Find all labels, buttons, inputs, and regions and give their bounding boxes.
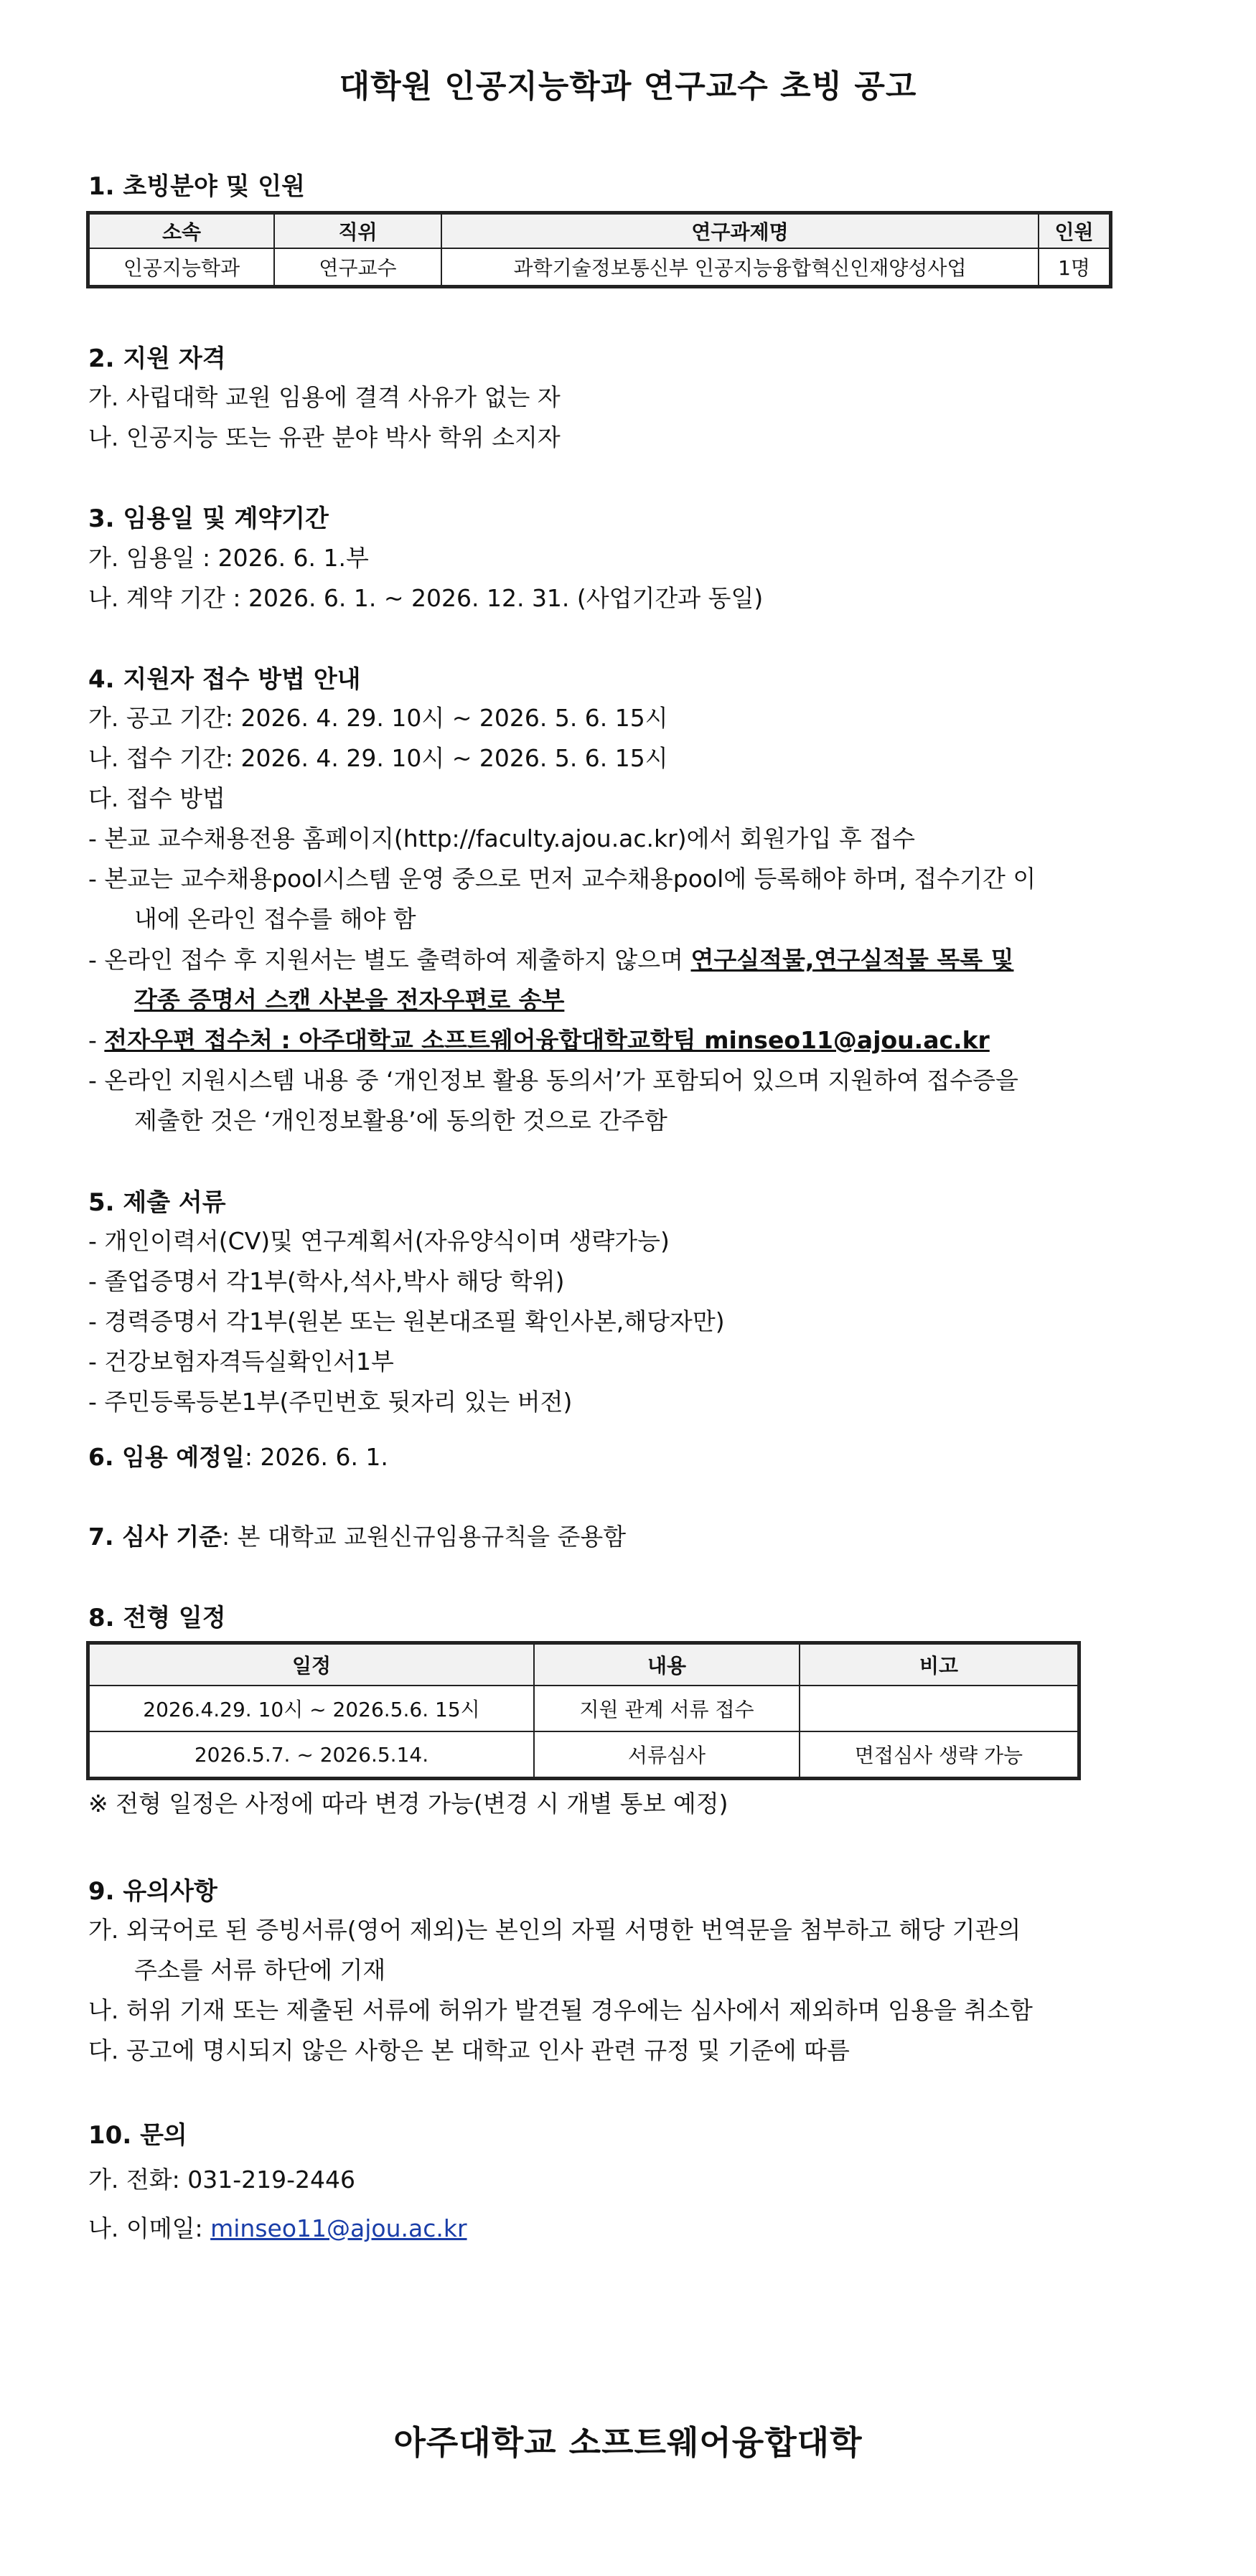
appointment-date	[88, 1439, 388, 1472]
review-criteria-label: 7. 심사 기준	[88, 1523, 222, 1551]
application-offline-note	[88, 941, 1013, 975]
section-2-heading: 2. 지원 자격	[88, 344, 226, 373]
contact-email-link[interactable]: minseo11@ajou.ac.kr	[210, 2214, 467, 2242]
offline-prefix: - 온라인 접수 후 지원서는 별도 출력하여 제출하지 않으며	[88, 946, 691, 974]
appointment-date-value: : 2026. 6. 1.	[244, 1443, 388, 1471]
qualification-item: 나. 인공지능 또는 유관 분야 박사 학위 소지자	[88, 423, 561, 451]
table-header: 연구과제명	[441, 214, 1039, 248]
table-header: 직위	[274, 214, 441, 248]
document-item: - 건강보험자격득실확인서1부	[88, 1348, 394, 1376]
section-10-heading: 10. 문의	[88, 2121, 187, 2150]
table-header: 비고	[800, 1644, 1078, 1686]
contact-email	[88, 2210, 467, 2244]
review-criteria-value: : 본 대학교 교원신규임용규칙을 준용함	[222, 1523, 627, 1551]
table-cell: 1명	[1039, 248, 1110, 286]
appointment-date-label: 6. 임용 예정일	[88, 1443, 245, 1471]
table-cell: 인공지능학과	[89, 248, 274, 286]
section-1-heading: 1. 초빙분야 및 인원	[88, 172, 305, 201]
application-item: 내에 온라인 접수를 해야 함	[134, 905, 416, 933]
section-3-heading: 3. 임용일 및 계약기간	[88, 504, 329, 533]
application-item: 가. 공고 기간: 2026. 4. 29. 10시 ~ 2026. 5. 6. 15시	[88, 704, 668, 732]
application-item: - 본교 교수채용전용 홈페이지(http://faculty.ajou.ac.kr)에서 회원가입 후 접수	[88, 824, 915, 852]
section-5-heading: 5. 제출 서류	[88, 1188, 226, 1217]
contact-email-label: 나. 이메일:	[88, 2214, 211, 2242]
notice-item: 나. 허위 기재 또는 제출된 서류에 허위가 발견될 경우에는 심사에서 제외하며 임용을 취소함	[88, 1996, 1033, 2024]
offline-bold: 연구실적물,연구실적물 목록 및	[690, 946, 1014, 974]
table-header: 내용	[534, 1644, 800, 1686]
qualification-item: 가. 사립대학 교원 임용에 결격 사유가 없는 자	[88, 383, 561, 411]
table-header: 일정	[89, 1644, 534, 1686]
offline-bold-2: 각종 증명서 스캔 사본을 전자우편로 송부	[134, 986, 565, 1014]
table-header: 인원	[1039, 214, 1110, 248]
consent-note: - 온라인 지원시스템 내용 중 ‘개인정보 활용 동의서’가 포함되어 있으며 지원하여 접수증을	[88, 1066, 1018, 1094]
schedule-note: ※ 전형 일정은 사정에 따라 변경 가능(변경 시 개별 통보 예정)	[88, 1790, 728, 1818]
table-row	[89, 1686, 1078, 1731]
contract-item: 가. 임용일 : 2026. 6. 1.부	[88, 544, 369, 572]
contact-phone: 가. 전화: 031-219-2446	[88, 2166, 355, 2194]
consent-note-cont: 제출한 것은 ‘개인정보활용’에 동의한 것으로 간주함	[134, 1106, 667, 1134]
table-cell: 지원 관계 서류 접수	[534, 1686, 800, 1731]
notice-item: 주소를 서류 하단에 기재	[134, 1956, 386, 1984]
table-cell: 2026.4.29. 10시 ~ 2026.5.6. 15시	[89, 1686, 534, 1731]
document-item: - 졸업증명서 각1부(학사,석사,박사 해당 학위)	[88, 1267, 565, 1295]
email-bold: 전자우편 접수처 : 아주대학교 소프트웨어융합대학교학팀 minseo11@ajou.ac.kr	[104, 1026, 990, 1054]
document-item: - 개인이력서(CV)및 연구계획서(자유양식이며 생략가능)	[88, 1227, 670, 1255]
table-row	[89, 1731, 1078, 1777]
schedule-table	[88, 1643, 1079, 1778]
issuer-footer: 아주대학교 소프트웨어융합대학	[393, 2423, 863, 2462]
notice-item: 가. 외국어로 된 증빙서류(영어 제외)는 본인의 자필 서명한 번역문을 첨부하고 해당 기관의	[88, 1916, 1021, 1944]
section-4-heading: 4. 지원자 접수 방법 안내	[88, 665, 361, 694]
notice-item: 다. 공고에 명시되지 않은 사항은 본 대학교 인사 관련 규정 및 기준에 따름	[88, 2036, 850, 2064]
contract-item: 나. 계약 기간 : 2026. 6. 1. ~ 2026. 12. 31. (사업기간과 동일)	[88, 584, 764, 612]
document-item: - 주민등록등본1부(주민번호 뒷자리 있는 버전)	[88, 1388, 573, 1416]
document-item: - 경력증명서 각1부(원본 또는 원본대조필 확인사본,해당자만)	[88, 1307, 725, 1335]
section-8-heading: 8. 전형 일정	[88, 1604, 226, 1632]
section-9-heading: 9. 유의사항	[88, 1877, 217, 1906]
table-cell: 연구교수	[274, 248, 441, 286]
table-cell	[800, 1686, 1078, 1731]
table-cell: 서류심사	[534, 1731, 800, 1777]
table-cell: 면접심사 생략 가능	[800, 1731, 1078, 1777]
table-header: 소속	[89, 214, 274, 248]
table-cell: 과학기술정보통신부 인공지능융합혁신인재양성사업	[441, 248, 1039, 286]
table-cell: 2026.5.7. ~ 2026.5.14.	[89, 1731, 534, 1777]
application-item: 다. 접수 방법	[88, 784, 225, 812]
email-prefix: -	[88, 1026, 105, 1054]
application-offline-note-cont	[134, 982, 564, 1015]
application-item: 나. 접수 기간: 2026. 4. 29. 10시 ~ 2026. 5. 6. 15시	[88, 744, 668, 772]
review-criteria	[88, 1518, 626, 1552]
page-title: 대학원 인공지능학과 연구교수 초빙 공고	[339, 68, 917, 105]
application-item: - 본교는 교수채용pool시스템 운영 중으로 먼저 교수채용pool에 등록해야 하며, 접수기간 이	[88, 865, 1036, 893]
application-email-note	[88, 1022, 990, 1056]
position-table	[88, 213, 1110, 286]
